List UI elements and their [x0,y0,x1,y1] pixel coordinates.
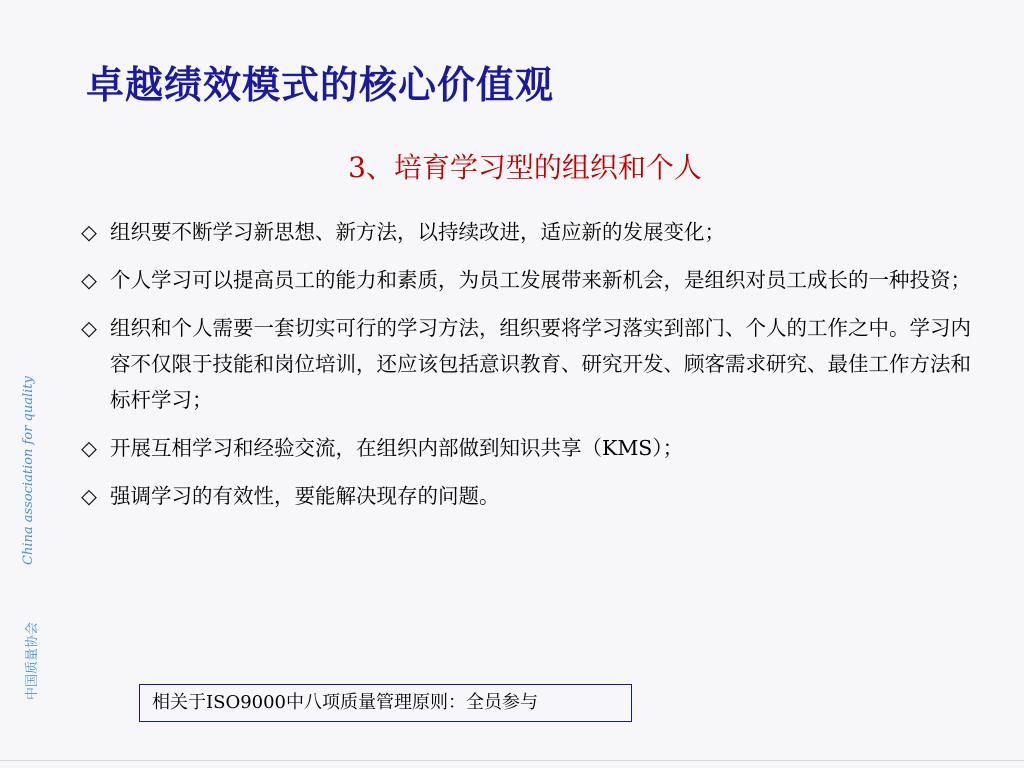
side-label-english: China association for quality [21,376,36,565]
diamond-bullet-icon: ◇ [81,316,97,340]
bullet-list [74,214,974,526]
bullet-item [74,310,974,418]
bullet-text: 个人学习可以提高员工的能力和素质，为员工发展带来新机会，是组织对员工成长的一种投资； [110,268,971,292]
slide-subtitle [0,146,1024,186]
side-label-chinese: 中国质量协会 [25,621,40,700]
footer-divider [0,760,1024,761]
bullet-item [74,478,974,514]
bullet-text: 组织要不断学习新思想、新方法，以持续改进，适应新的发展变化； [110,220,725,244]
diamond-bullet-icon: ◇ [81,268,97,292]
bullet-item [74,430,974,466]
bullet-item [74,214,974,250]
diamond-bullet-icon: ◇ [81,436,97,460]
bullet-text: 强调学习的有效性，要能解决现存的问题。 [110,484,500,508]
diamond-bullet-icon: ◇ [81,484,97,508]
bullet-text: 组织和个人需要一套切实可行的学习方法，组织要将学习落实到部门、个人的工作之中。学习内容不仅限于技能和岗位培训，还应该包括意识教育、研究开发、顾客需求研究、最佳工作方法和标杆学习； [110,316,971,412]
bullet-text: 开展互相学习和经验交流，在组织内部做到知识共享（KMS）； [110,436,684,460]
subtitle-text: 3、培育学习型的组织和个人 [348,151,702,184]
slide-title: 卓越绩效模式的核心价值观 [86,63,555,107]
diamond-bullet-icon: ◇ [81,220,97,244]
bullet-item [74,262,974,298]
note-box: 相关于ISO9000中八项质量管理原则：全员参与 [139,684,632,722]
